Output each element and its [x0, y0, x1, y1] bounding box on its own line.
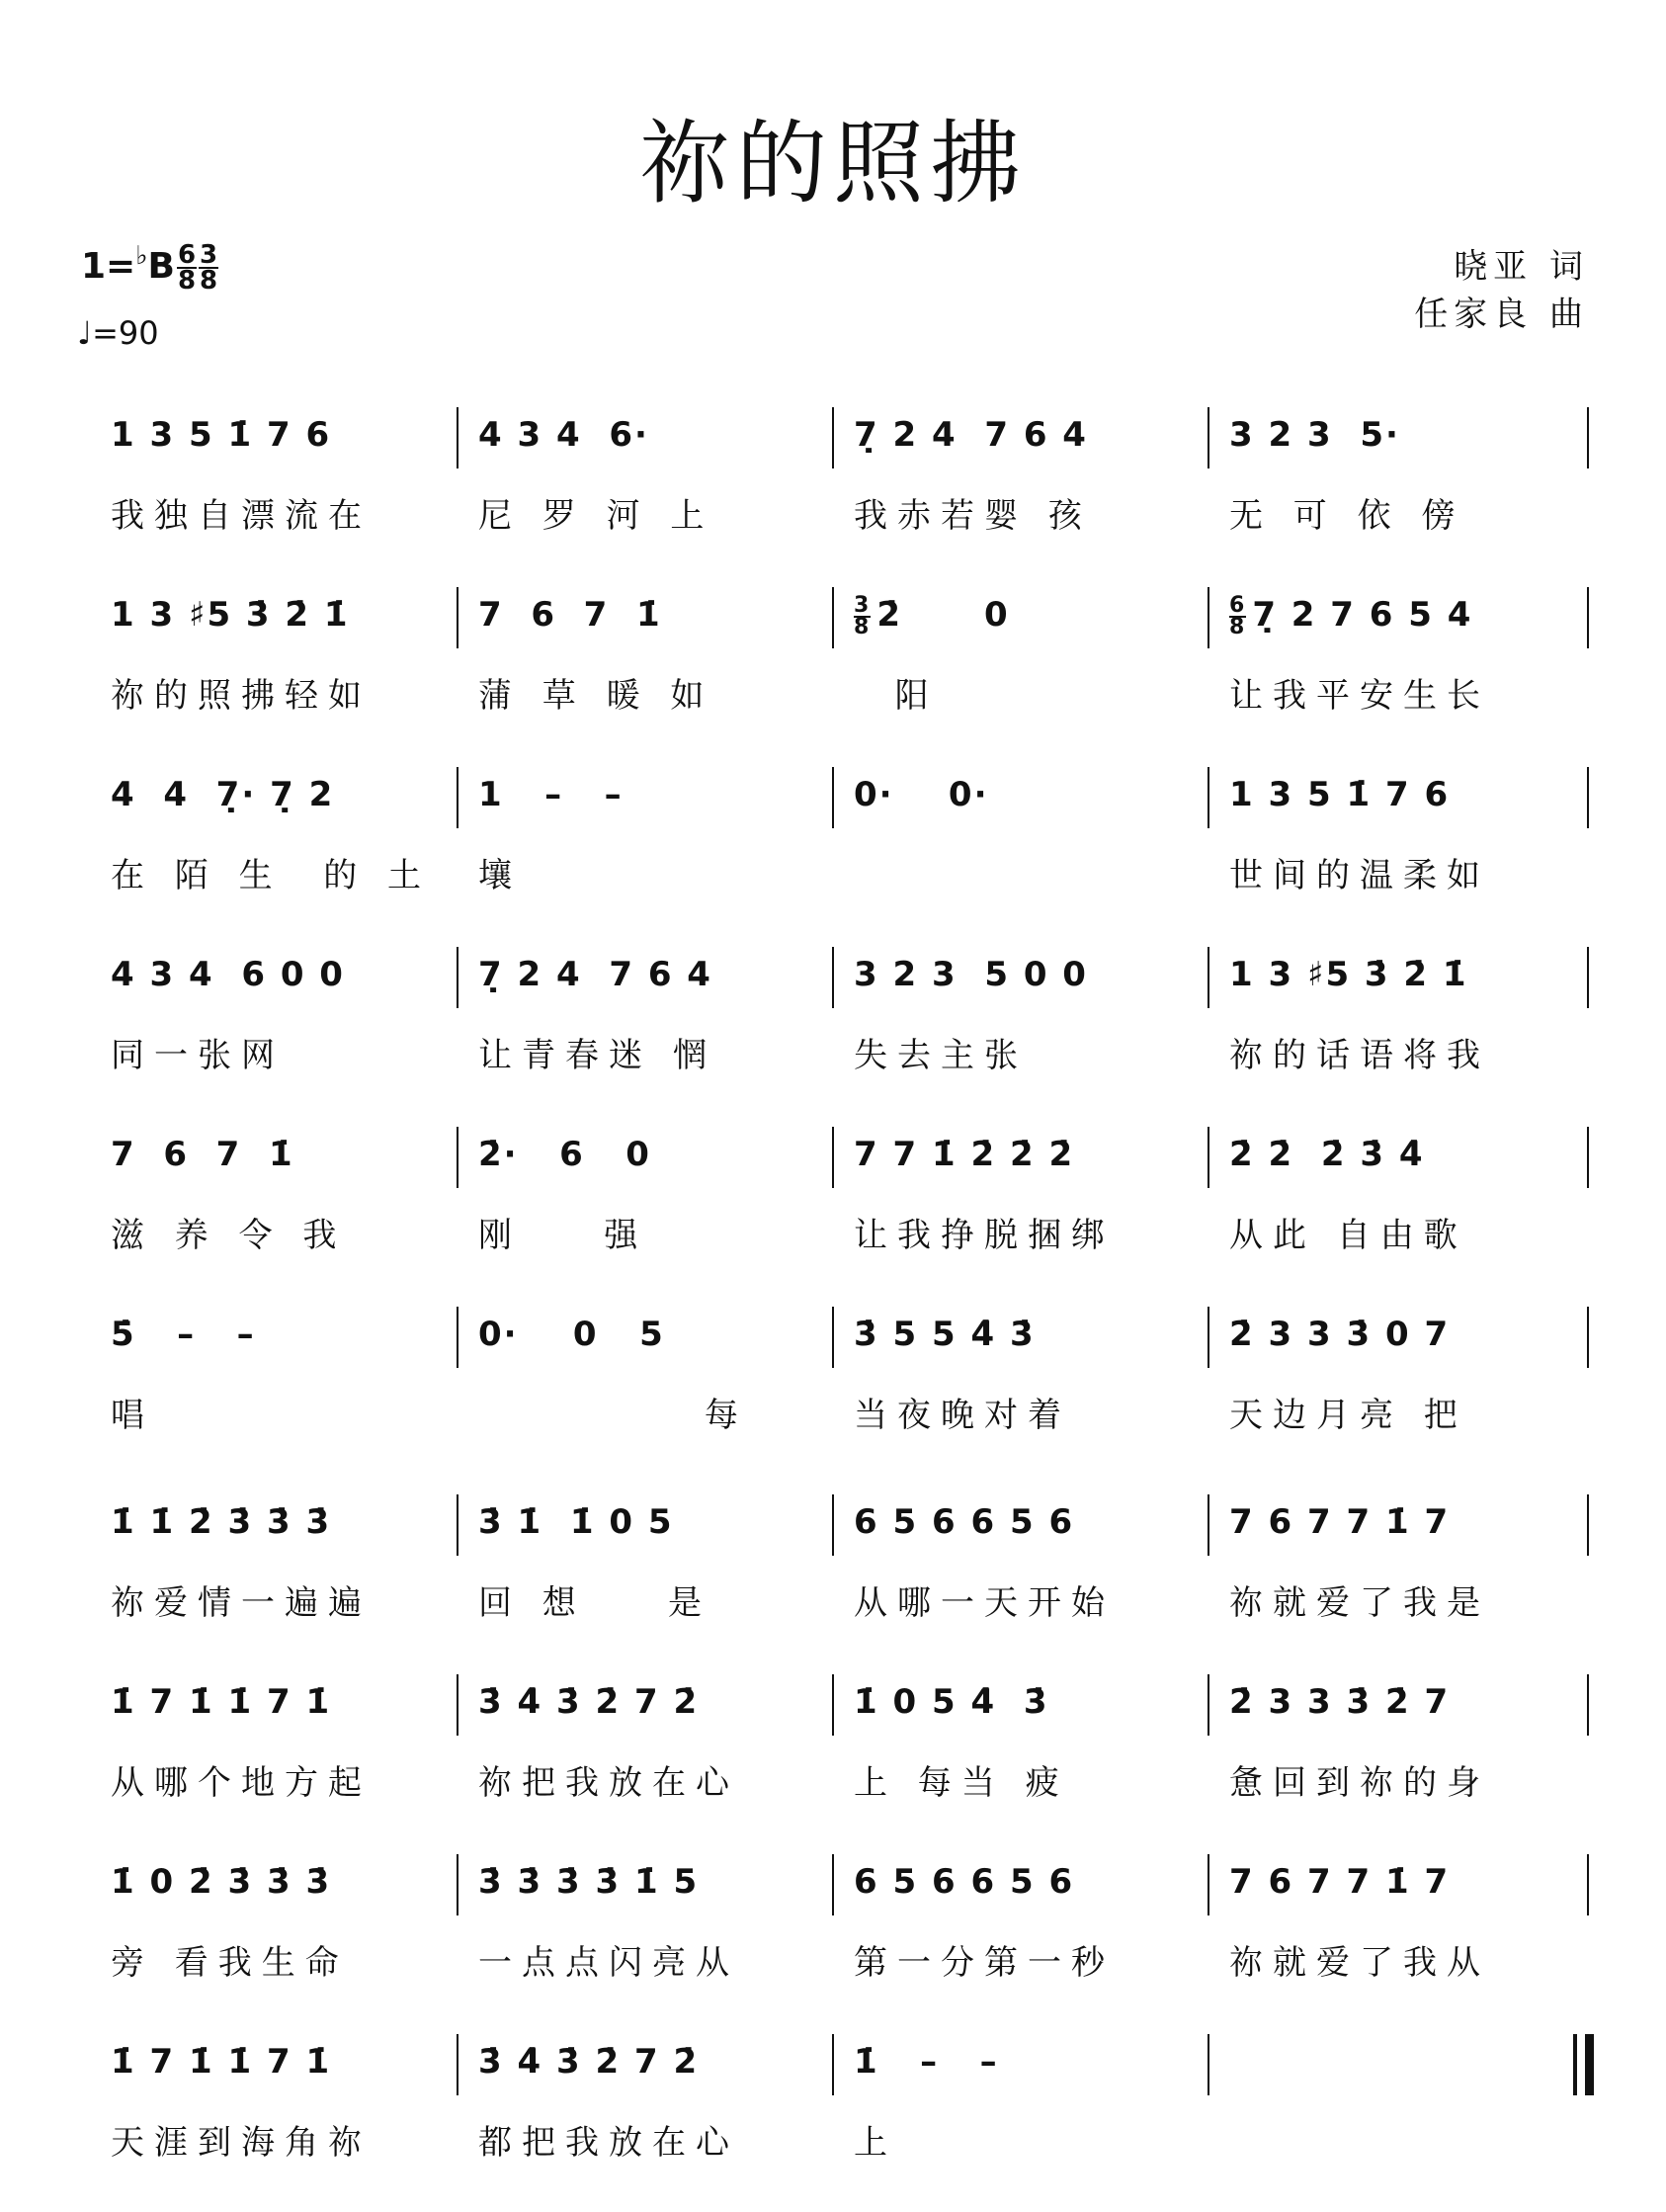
score-row: [0, 1303, 1666, 1461]
measure-notes: 1̇ 7 1̇ 1̇ 7 1̇: [111, 2042, 332, 2082]
measure-notes: 7̣ 2 4 7 6 4: [854, 415, 1088, 455]
measure-notes: 2̇· 6 0: [478, 1135, 651, 1174]
measure-notes: 6 5 6 6 5 6: [854, 1502, 1075, 1542]
score-row: [0, 2030, 1666, 2188]
measure-notes: 3̇ 4̇ 3̇ 2̇ 7 2̇: [478, 2042, 700, 2082]
score-row: [0, 403, 1666, 561]
score-row: [0, 583, 1666, 741]
inline-time-signature: $\frac{3}{8}$: [854, 592, 872, 639]
measure-lyrics: 每: [478, 1396, 748, 1435]
barline: [1208, 1127, 1209, 1188]
measure-notes: 1̇ 0 2̇ 3̇ 3̇ 3̇: [111, 1862, 332, 1902]
barline: [457, 1674, 458, 1736]
barline: [1587, 1854, 1589, 1915]
barline: [1208, 587, 1209, 648]
barline: [832, 1674, 834, 1736]
barline: [457, 2034, 458, 2095]
measure-notes: 1̇ 0 5 4̇ 3̇: [854, 1682, 1049, 1722]
measure-lyrics: 刚 强: [478, 1216, 648, 1255]
barline: [1208, 1854, 1209, 1915]
measure-lyrics: 蒲 草 暖 如: [478, 676, 714, 716]
inline-time-signature: $\frac{6}{8}$: [1229, 592, 1247, 639]
key-signature: 1=♭B $\frac{6}{8}$ $\frac{3}{8}$: [81, 240, 218, 296]
measure-lyrics: 唱: [111, 1396, 154, 1435]
barline: [457, 767, 458, 828]
measure-lyrics: 旁 看我生命: [111, 1943, 349, 1983]
measure-notes: 4 3 4 6·: [478, 415, 649, 455]
final-barline-thick: [1585, 2034, 1594, 2095]
barline: [1208, 1494, 1209, 1556]
measure-lyrics: 祢就爱了我从: [1229, 1943, 1490, 1983]
measure-notes: 3 2 3 5 0 0: [854, 955, 1088, 994]
measure-lyrics: 祢爱情一遍遍: [111, 1583, 372, 1623]
measure-notes: 3̇ 3̇ 3̇ 3̇ 1̇ 5: [478, 1862, 700, 1902]
barline: [457, 587, 458, 648]
measure-notes: 1 3 5 1̇ 7 6: [111, 415, 332, 455]
measure-lyrics: 当夜晚对着: [854, 1396, 1071, 1435]
tempo-marking: ♩=90: [77, 314, 159, 352]
measure-lyrics: 祢把我放在心: [478, 1763, 739, 1803]
measure-lyrics: 第一分第一秒: [854, 1943, 1115, 1983]
measure-notes: 2̇ 2̇ 2̇ 3̇ 4̇: [1229, 1135, 1425, 1174]
measure-lyrics: 失去主张: [854, 1036, 1028, 1075]
measure-notes: 1̇ 7 1̇ 1̇ 7 1̇: [111, 1682, 332, 1722]
measure-lyrics: 祢的照拂轻如: [111, 676, 372, 716]
measure-notes: 1 3 5 1̇ 7 6: [1229, 775, 1451, 814]
barline: [1208, 947, 1209, 1008]
barline: [832, 1854, 834, 1915]
barline: [832, 1494, 834, 1556]
barline: [1208, 767, 1209, 828]
measure-notes: 5̇ – –: [111, 1315, 256, 1354]
measure-notes: 1 3 ♯5 3̇ 2̇ 1̇: [111, 595, 350, 635]
measure-lyrics: 都把我放在心: [478, 2123, 739, 2163]
measure-lyrics: 让我挣脱捆绑: [854, 1216, 1115, 1255]
song-title: 祢的照拂: [638, 111, 1027, 216]
measure-lyrics: 世间的温柔如: [1229, 856, 1490, 895]
measure-notes: 7 6 7 1̇: [478, 595, 662, 635]
measure-lyrics: 上 每当 疲: [854, 1763, 1069, 1803]
score-row: [0, 1670, 1666, 1829]
barline: [832, 1307, 834, 1368]
barline: [1587, 947, 1589, 1008]
barline: [832, 767, 834, 828]
measure-notes: 6 5 6 6 5 6: [854, 1862, 1075, 1902]
measure-notes: 4 3 4 6 0 0: [111, 955, 345, 994]
measure-lyrics: 阳: [854, 676, 939, 716]
barline: [1208, 407, 1209, 468]
barline: [1208, 1307, 1209, 1368]
measure-lyrics: 让我平安生长: [1229, 676, 1490, 716]
measure-lyrics: 滋 养 令 我: [111, 1216, 347, 1255]
barline: [1587, 1674, 1589, 1736]
measure-notes: 4 4 7̣· 7̣ 2: [111, 775, 335, 814]
measure-lyrics: 上: [854, 2123, 897, 2163]
barline: [1587, 1127, 1589, 1188]
measure-lyrics: 在 陌 生 的 土: [111, 856, 432, 895]
barline: [832, 947, 834, 1008]
barline: [1587, 767, 1589, 828]
measure-notes: 3 2 3 5·: [1229, 415, 1400, 455]
measure-lyrics: 让青春迷 惘: [478, 1036, 716, 1075]
measure-lyrics: 壤: [478, 856, 522, 895]
barline: [457, 1307, 458, 1368]
measure-lyrics: 惫回到祢的身: [1229, 1763, 1490, 1803]
measure-lyrics: 祢的话语将我: [1229, 1036, 1490, 1075]
barline: [1208, 2034, 1209, 2095]
measure-lyrics: 一点点闪亮从: [478, 1943, 739, 1983]
barline: [457, 407, 458, 468]
barline: [832, 1127, 834, 1188]
measure-notes: $\frac{6}{8}$ 7̣ 2 7 6 5 4: [1229, 592, 1473, 639]
barline: [457, 1494, 458, 1556]
measure-notes: 0· 0·: [854, 775, 989, 814]
measure-lyrics: 无 可 依 傍: [1229, 496, 1465, 536]
measure-lyrics: 天边月亮 把: [1229, 1396, 1467, 1435]
barline: [832, 587, 834, 648]
score-row: [0, 1490, 1666, 1649]
measure-notes: 1 3 ♯5 3̇ 2̇ 1̇: [1229, 955, 1468, 994]
measure-lyrics: 天涯到海角祢: [111, 2123, 372, 2163]
barline: [832, 407, 834, 468]
barline: [457, 1127, 458, 1188]
barline: [1587, 407, 1589, 468]
measure-notes: 1̇ 1̇ 2̇ 3̇ 3̇ 3̇: [111, 1502, 332, 1542]
measure-lyrics: 尼 罗 河 上: [478, 496, 714, 536]
time-signature-1: $\frac{6}{8}$: [177, 240, 197, 296]
barline: [1208, 1674, 1209, 1736]
measure-notes: 7 6 7 1̇: [111, 1135, 294, 1174]
measure-notes: 0· 0 5: [478, 1315, 665, 1354]
time-signature-2: $\frac{3}{8}$: [200, 240, 218, 296]
measure-notes: 2̇ 3 3 3̇ 0 7: [1229, 1315, 1451, 1354]
barline: [1587, 1494, 1589, 1556]
barline: [457, 1854, 458, 1915]
measure-notes: 7̣ 2 4 7 6 4: [478, 955, 712, 994]
barline: [1587, 587, 1589, 648]
score-row: [0, 943, 1666, 1101]
lyricist-credit: 晓亚 词: [1454, 247, 1589, 287]
barline: [832, 2034, 834, 2095]
measure-lyrics: 从哪一天开始: [854, 1583, 1115, 1623]
measure-lyrics: 回 想 是: [478, 1583, 712, 1623]
measure-notes: 1 – –: [478, 775, 624, 814]
score-row: [0, 1123, 1666, 1281]
score-row: [0, 1850, 1666, 2008]
measure-lyrics: 从哪个地方起: [111, 1763, 372, 1803]
score-row: [0, 763, 1666, 921]
measure-notes: 2̇ 3 3 3̇ 2̇ 7: [1229, 1682, 1451, 1722]
measure-notes: $\frac{3}{8}$ 2̇ 0: [854, 592, 1010, 639]
measure-lyrics: 祢就爱了我是: [1229, 1583, 1490, 1623]
final-barline: [1573, 2034, 1577, 2095]
measure-notes: 3̇ 5 5 4̇ 3̇: [854, 1315, 1036, 1354]
composer-credit: 任家良 曲: [1414, 295, 1589, 334]
measure-notes: 7 6 7 7 1̇ 7: [1229, 1862, 1451, 1902]
measure-lyrics: 我独自漂流在: [111, 496, 372, 536]
measure-notes: 3̇ 1̇ 1̇ 0 5: [478, 1502, 674, 1542]
barline: [1587, 1307, 1589, 1368]
barline: [457, 947, 458, 1008]
measure-notes: 7 7 1̇ 2̇ 2̇ 2̇: [854, 1135, 1075, 1174]
measure-notes: 1̇ – –: [854, 2042, 999, 2082]
measure-lyrics: 从此 自由歌: [1229, 1216, 1467, 1255]
measure-lyrics: 同一张网: [111, 1036, 285, 1075]
measure-notes: 7 6 7 7 1̇ 7: [1229, 1502, 1451, 1542]
measure-lyrics: 我赤若婴 孩: [854, 496, 1092, 536]
measure-notes: 3̇ 4̇ 3̇ 2̇ 7 2̇: [478, 1682, 700, 1722]
